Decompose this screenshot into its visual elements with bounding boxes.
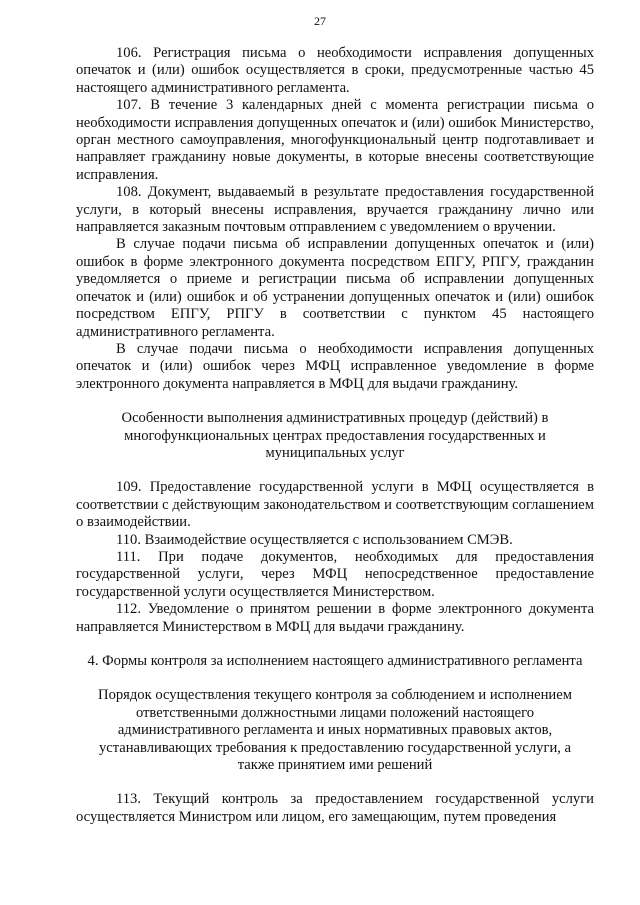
paragraph-112: 112. Уведомление о принятом решении в форме электронного документа направляется Министерством в МФЦ для выдачи гражданину. (76, 601, 594, 635)
paragraph-107: 107. В течение 3 календарных дней с момента регистрации письма о необходимости исправления допущенных опечаток и (или) ошибок Министерство, орган местного самоуправления, многофункциональный центр подготавливает и направляет гражданину новые документы, в которые внесены соответствующие исправления. (76, 97, 594, 183)
spacer (76, 636, 594, 653)
spacer (76, 670, 594, 687)
paragraph-108: 108. Документ, выдаваемый в результате предоставления государственной услуги, в который внесены исправления, вручается гражданину лично или направляется заказным почтовым отправлением с уведомлением о вручении. (76, 184, 594, 236)
spacer (76, 774, 594, 791)
paragraph-113: 113. Текущий контроль за предоставлением государственной услуги осуществляется Министром или лицом, его замещающим, путем проведения (76, 791, 594, 825)
section-title-4: 4. Формы контроля за исполнением настоящего административного регламента (87, 653, 583, 669)
paragraph-111: 111. При подаче документов, необходимых для предоставления государственной услуги, через МФЦ непосредственное предоставление государственной услуги осуществляется Министерством. (76, 548, 594, 600)
paragraph-106: 106. Регистрация письма о необходимости исправления допущенных опечаток и (или) ошибок осуществляется в сроки, предусмотренные частью 45 настоящего административного регламента. (76, 45, 594, 96)
subsection-heading-control: Порядок осуществления текущего контроля за соблюдением и исполнением ответственными должностными лицами положений настоящего административного регламента и иных нормативных правовых актов, устанавливающих требования к предоставлению государственной услуги, а также принятием ими решений (98, 687, 572, 774)
document-body (76, 45, 594, 826)
spacer (76, 462, 594, 479)
paragraph-109: 109. Предоставление государственной услуги в МФЦ осуществляется в соответствии с действующим законодательством и соответствующим соглашением о взаимодействии. (76, 479, 594, 531)
subsection-heading-mfc: Особенности выполнения административных процедур (действий) в многофункциональных центрах предоставления государственных и муниципальных услуг (121, 410, 549, 461)
paragraph-110: 110. Взаимодействие осуществляется с использованием СМЭВ. (116, 531, 513, 548)
spacer (76, 393, 594, 410)
paragraph-108-electronic: В случае подачи письма об исправлении допущенных опечаток и (или) ошибок в форме электронного документа посредством ЕПГУ, РПГУ, гражданин уведомляется о приеме и регистрации письма об исправлении допущенных опечаток и (или) ошибок и об устранении допущенных опечаток и (или) ошибок посредством ЕПГУ, РПГУ в соответствии с пунктом 45 настоящего административного регламента. (76, 236, 594, 340)
paragraph-108-mfc: В случае подачи письма о необходимости исправления допущенных опечаток и (или) ошибок через МФЦ исправленное уведомление в форме электронного документа направляется в МФЦ для выдачи гражданину. (76, 340, 594, 392)
page-number: 27 (314, 14, 326, 28)
